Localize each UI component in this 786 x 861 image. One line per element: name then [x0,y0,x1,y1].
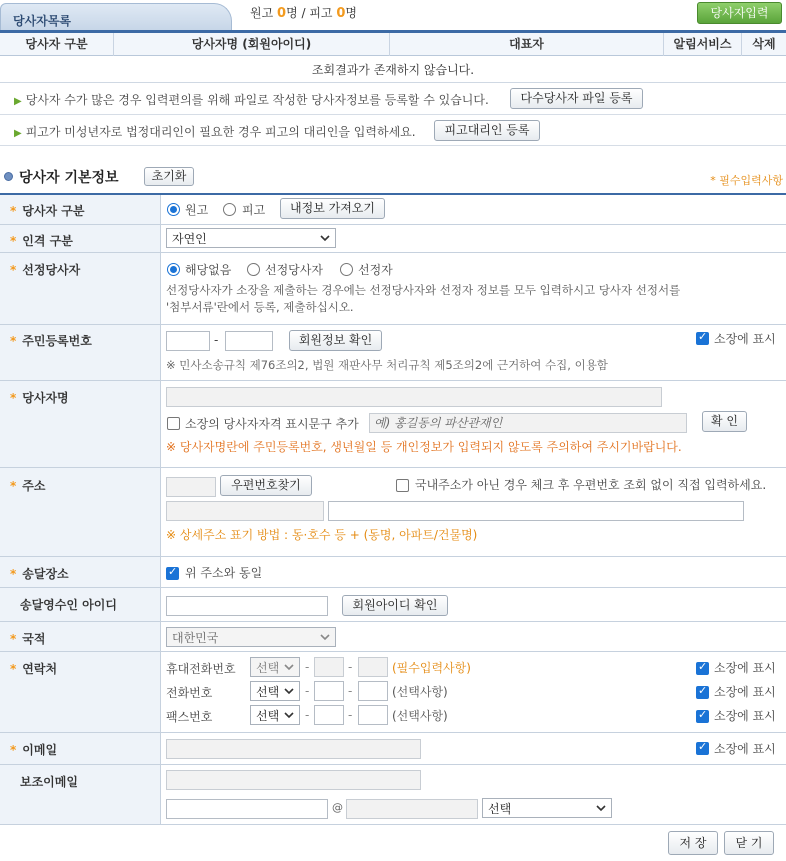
party-name-warning: ※ 당사자명란에 주민등록번호, 생년월일 등 개인정보가 입력되지 않도록 주의하여 주시기바랍니다. [166,440,682,454]
row-divider [0,380,786,381]
sub-email-domain-select[interactable] [482,798,612,818]
chevron-down-icon [320,632,330,642]
show-in-complaint-label: 소장에 표시 [714,709,776,723]
label-column [0,195,161,824]
dash: - [305,684,310,698]
party-name-label: * 당사자명 [10,391,69,405]
party-type-label: * 당사자 구분 [10,204,85,218]
selected-party-desc-1: 선정당사자가 소장을 제출하는 경우에는 선정당사자와 선정자 정보를 모두 입력하시고 당사자 선정서를 [166,283,681,297]
sub-email-domain-input[interactable] [346,799,478,819]
chevron-down-icon [284,686,294,696]
delivery-recipient-input[interactable] [166,596,328,616]
radio-defendant[interactable] [223,203,236,216]
plaintiff-count: 0 [277,6,287,21]
dash: - [348,708,353,722]
radio-selector-label: 선정자 [358,263,393,277]
same-address-check[interactable] [166,567,179,580]
address-detail-input[interactable] [328,501,744,521]
resident-no-front-input[interactable] [166,331,210,351]
show-fax-check[interactable] [696,710,709,723]
person-type-select[interactable] [166,228,336,248]
resident-no-note: ※ 민사소송규칙 제76조의2, 법원 재판사무 처리규칙 제5조의2에 근거하여 수집, 이용함 [166,358,608,372]
note-defendant-agent [14,123,416,140]
verify-member-button[interactable]: 회원정보 확인 [289,330,382,351]
radio-selected-party[interactable] [247,263,260,276]
note-text: 당사자 수가 많은 경우 입력편의를 위해 파일로 작성한 당사자정보를 등록할 수 있습니다. [25,93,489,107]
load-my-info-button[interactable]: 내정보 가져오기 [280,198,385,219]
dash: - [305,660,310,674]
fax-last-input[interactable] [358,705,388,725]
delivery-place-label: * 송달장소 [10,567,69,581]
foreign-address-label: 국내주소가 아닌 경우 체크 후 우편번호 조회 없이 직접 입력하세요. [415,478,767,492]
arrow-icon: ▶ [14,128,22,139]
dash: - [214,333,219,347]
row-divider [0,324,786,325]
dash: - [348,684,353,698]
email-input[interactable] [166,739,421,759]
defendant-count: 0 [336,6,346,21]
show-in-complaint-label: 소장에 표시 [714,661,776,675]
phone-mid-input[interactable] [314,681,344,701]
select-value: 선택 [256,709,280,723]
sub-email-label: 보조이메일 [20,775,78,789]
radio-plaintiff[interactable] [167,203,180,216]
address-note: ※ 상세주소 표기 방법 : 동·호수 등 + (동명, 아파트/건물명) [166,528,478,542]
show-email-check[interactable] [696,742,709,755]
col-representative: 대표자 [390,33,664,56]
row-divider [0,224,786,225]
zip-search-button[interactable]: 우편번호찾기 [220,475,312,496]
address-label: * 주소 [10,479,46,493]
defendant-label: 피고 [309,6,333,20]
foreign-address-check[interactable] [396,479,409,492]
radio-selector[interactable] [340,263,353,276]
show-in-complaint-label: 소장에 표시 [714,685,776,699]
mobile-prefix-select[interactable] [250,657,300,677]
show-in-complaint-label: 소장에 표시 [714,742,776,756]
mobile-last-input[interactable] [358,657,388,677]
dash: - [305,708,310,722]
close-button[interactable]: 닫 기 [724,831,774,855]
address-base-input[interactable] [166,501,324,521]
multi-party-file-button[interactable]: 다수당사자 파일 등록 [510,88,643,109]
chevron-down-icon [284,662,294,672]
party-name-input[interactable] [166,387,662,407]
radio-none-label: 해당없음 [185,263,232,277]
select-value: 선택 [256,661,280,675]
radio-selected-party-label: 선정당사자 [265,263,323,277]
at-sign: @ [332,801,343,814]
radio-plaintiff-label: 원고 [185,203,209,217]
plaintiff-label: 원고 [250,6,274,20]
mobile-mid-input[interactable] [314,657,344,677]
row-divider [0,587,786,588]
required-note: * 필수입력사항 [710,174,783,187]
contact-label: * 연락처 [10,662,58,676]
email-label: * 이메일 [10,743,58,757]
select-value: 선택 [256,685,280,699]
section-title-text: 당사자 기본정보 [19,170,119,186]
zip-input[interactable] [166,477,216,497]
empty-result: 조회결과가 존재하지 않습니다. [0,57,786,83]
phone-label: 전화번호 [166,686,213,700]
note-multi-party [14,91,489,108]
note-text: 피고가 미성년자로 법정대리인이 필요한 경우 피고의 대리인을 입력하세요. [25,125,416,139]
chevron-down-icon [320,233,330,243]
party-counts [250,4,357,21]
delivery-recipient-label: 송달영수인 아이디 [20,598,117,612]
select-value: 선택 [488,802,512,816]
party-table-header [0,33,786,56]
col-notify: 알림서비스 [664,33,742,56]
count-unit: 명 [345,6,357,20]
nationality-select[interactable] [166,627,336,647]
qualifier-check-label: 소장의 당사자자격 표시문구 추가 [185,417,359,431]
radio-defendant-label: 피고 [242,203,266,217]
dash: - [348,660,353,674]
divider [0,145,786,146]
person-type-value: 자연인 [172,232,207,246]
phone-optional-hint: (선택사항) [392,685,448,699]
selected-party-label: * 선정당사자 [10,263,81,277]
add-party-button[interactable]: 당사자입력 [697,2,782,24]
mobile-required-hint: (필수입력사항) [392,661,471,675]
chevron-down-icon [596,803,606,813]
sub-email-id-input[interactable] [166,799,328,819]
show-resident-no-check[interactable] [696,332,709,345]
verify-member-id-button[interactable]: 회원아이디 확인 [342,595,448,616]
show-mobile-check[interactable] [696,662,709,675]
nationality-label: * 국적 [10,632,46,646]
bullet-icon [4,172,13,181]
qualifier-confirm-button[interactable]: 확 인 [702,411,747,432]
party-list-tab: 당사자목록 [0,3,232,30]
resident-no-back-input[interactable] [225,331,273,351]
radio-none[interactable] [167,263,180,276]
chevron-down-icon [284,710,294,720]
col-party-name: 당사자명 (회원아이디) [114,33,390,56]
reset-button[interactable]: 초기화 [144,167,194,186]
count-unit: 명 / [286,6,310,20]
qualifier-input[interactable] [369,413,687,433]
fax-optional-hint: (선택사항) [392,709,448,723]
resident-no-label: * 주민등록번호 [10,334,92,348]
mobile-label: 휴대전화번호 [166,662,236,676]
row-divider [0,621,786,622]
phone-last-input[interactable] [358,681,388,701]
show-phone-check[interactable] [696,686,709,699]
col-party-type: 당사자 구분 [0,33,114,56]
row-divider [0,764,786,765]
qualifier-placeholder: 예) 홍길동의 파산관재인 [374,416,503,430]
row-divider [0,556,786,557]
row-divider [0,252,786,253]
save-button[interactable]: 저 장 [668,831,718,855]
show-in-complaint-label: 소장에 표시 [714,332,776,346]
defendant-agent-button[interactable]: 피고대리인 등록 [434,120,540,141]
fax-mid-input[interactable] [314,705,344,725]
row-divider [0,732,786,733]
fax-label: 팩스번호 [166,710,213,724]
nationality-value: 대한민국 [172,631,219,645]
sub-email-display [166,770,421,790]
fax-prefix-select[interactable] [250,705,300,725]
person-type-label: * 인격 구분 [10,234,73,248]
row-divider [0,467,786,468]
qualifier-check[interactable] [167,417,180,430]
row-divider [0,824,786,825]
col-delete: 삭제 [752,37,776,51]
arrow-icon: ▶ [14,96,22,107]
section-title [4,167,119,187]
selected-party-desc-2: '첨부서류'란에서 등록, 제출하십시오. [166,300,354,314]
row-divider [0,651,786,652]
same-address-label: 위 주소와 동일 [185,566,263,580]
divider [0,114,786,115]
phone-prefix-select[interactable] [250,681,300,701]
